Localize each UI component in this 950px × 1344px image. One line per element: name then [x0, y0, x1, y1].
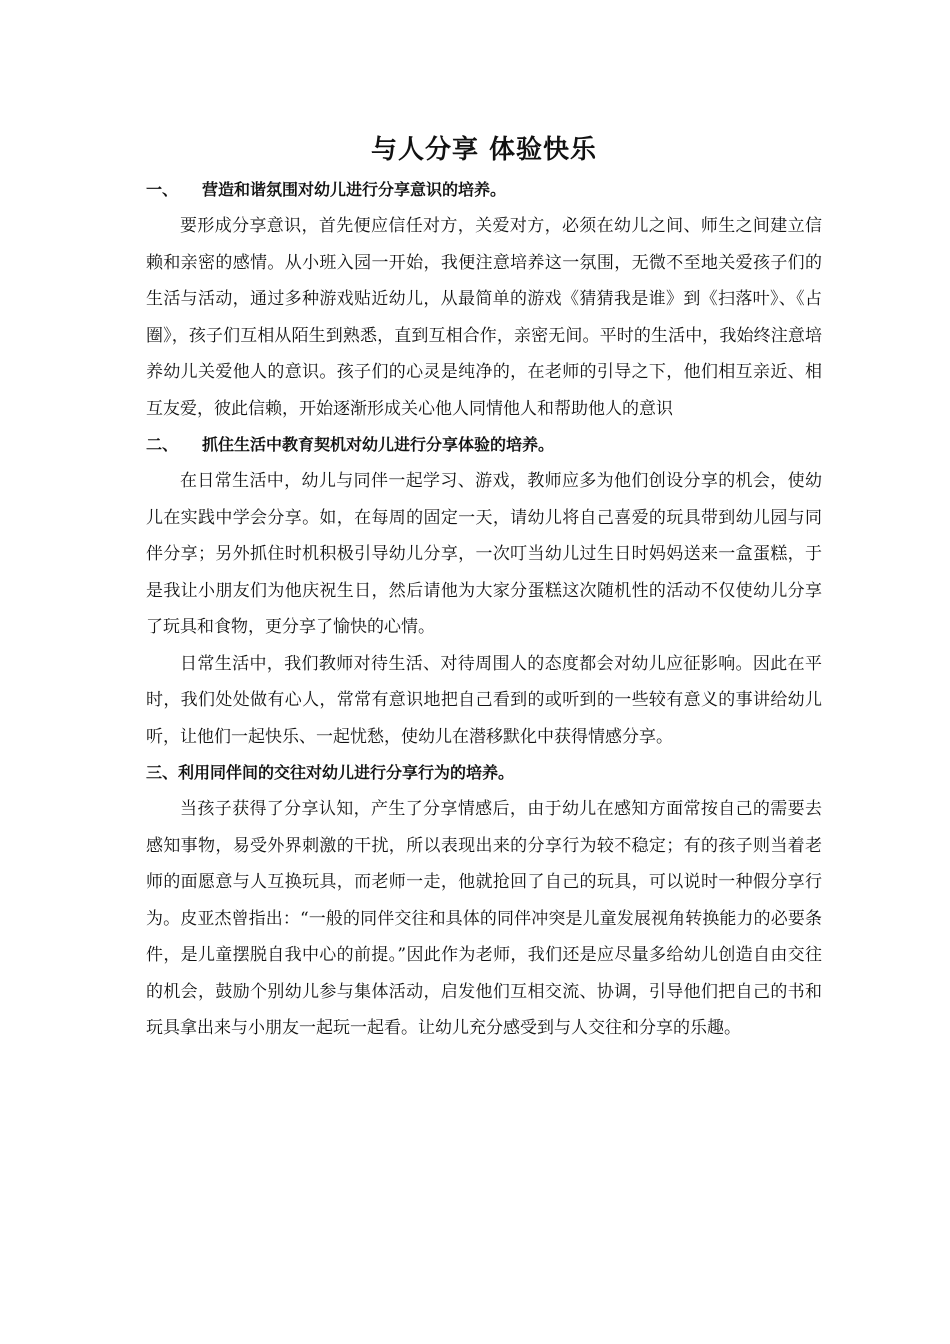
section-heading-text: 营造和谐氛围对幼儿进行分享意识的培养。 — [202, 180, 507, 199]
paragraph: 当孩子获得了分享认知，产生了分享情感后，由于幼儿在感知方面常按自己的需要去感知事物，易受外界刺激的干扰，所以表现出来的分享行为较不稳定；有的孩子则当着老师的面愿意与人互换玩具，而老师一走，他就抢回了自己的玩具，可以说时一种假分享行为。皮亚杰曾指出：“一般的同伴交往和具体的同伴冲突是儿童发展视角转换能力的必要条件，是儿童摆脱自我中心的前提。”因此作为老师，我们还是应尽量多给幼儿创造自由交往的机会，鼓励个别幼儿参与集体活动，启发他们互相交流、协调，引导他们把自己的书和玩具拿出来与小朋友一起玩一起看。让幼儿充分感受到与人交往和分享的乐趣。 — [146, 799, 822, 1038]
paragraph: 要形成分享意识，首先便应信任对方，关爱对方，必须在幼儿之间、师生之间建立信赖和亲密的感情。从小班入园一开始，我便注意培养这一氛围，无微不至地关爱孩子们的生活与活动，通过多种游戏贴近幼儿，从最简单的游戏《猜猜我是谁》到《扫落叶》、《占圈》，孩子们互相从陌生到熟悉，直到互相合作，亲密无间。平时的生活中，我始终注意培养幼儿关爱他人的意识。孩子们的心灵是纯净的，在老师的引导之下，他们相互亲近、相互友爱，彼此信赖，开始逐渐形成关心他人同情他人和帮助他人的意识 — [146, 216, 822, 419]
section-heading — [146, 172, 822, 208]
section-heading-text: 利用同伴间的交往对幼儿进行分享行为的培养。 — [178, 763, 515, 782]
section-3 — [146, 755, 822, 1047]
section-number: 二、 — [146, 435, 179, 454]
section-number: 一、 — [146, 180, 179, 199]
section-1 — [146, 172, 822, 427]
section-number: 三、 — [146, 763, 179, 782]
paragraph: 日常生活中，我们教师对待生活、对待周围人的态度都会对幼儿应征影响。因此在平时，我们处处做有心人，常常有意识地把自己看到的或听到的一些较有意义的事讲给幼儿听，让他们一起快乐、一起忧愁，使幼儿在潜移默化中获得情感分享。 — [146, 653, 822, 747]
section-heading — [146, 755, 822, 791]
document-page — [146, 130, 822, 1047]
paragraph: 在日常生活中，幼儿与同伴一起学习、游戏，教师应多为他们创设分享的机会，使幼儿在实践中学会分享。如，在每周的固定一天，请幼儿将自己喜爱的玩具带到幼儿园与同伴分享；另外抓住时机积极引导幼儿分享，一次叮当幼儿过生日时妈妈送来一盒蛋糕，于是我让小朋友们为他庆祝生日，然后请他为大家分蛋糕这次随机性的活动不仅使幼儿分享了玩具和食物，更分享了愉快的心情。 — [146, 471, 822, 637]
section-heading — [146, 427, 822, 463]
section-heading-text: 抓住生活中教育契机对幼儿进行分享体验的培养。 — [202, 435, 555, 454]
document-title: 与人分享 体验快乐 — [370, 135, 598, 165]
section-2 — [146, 427, 822, 755]
